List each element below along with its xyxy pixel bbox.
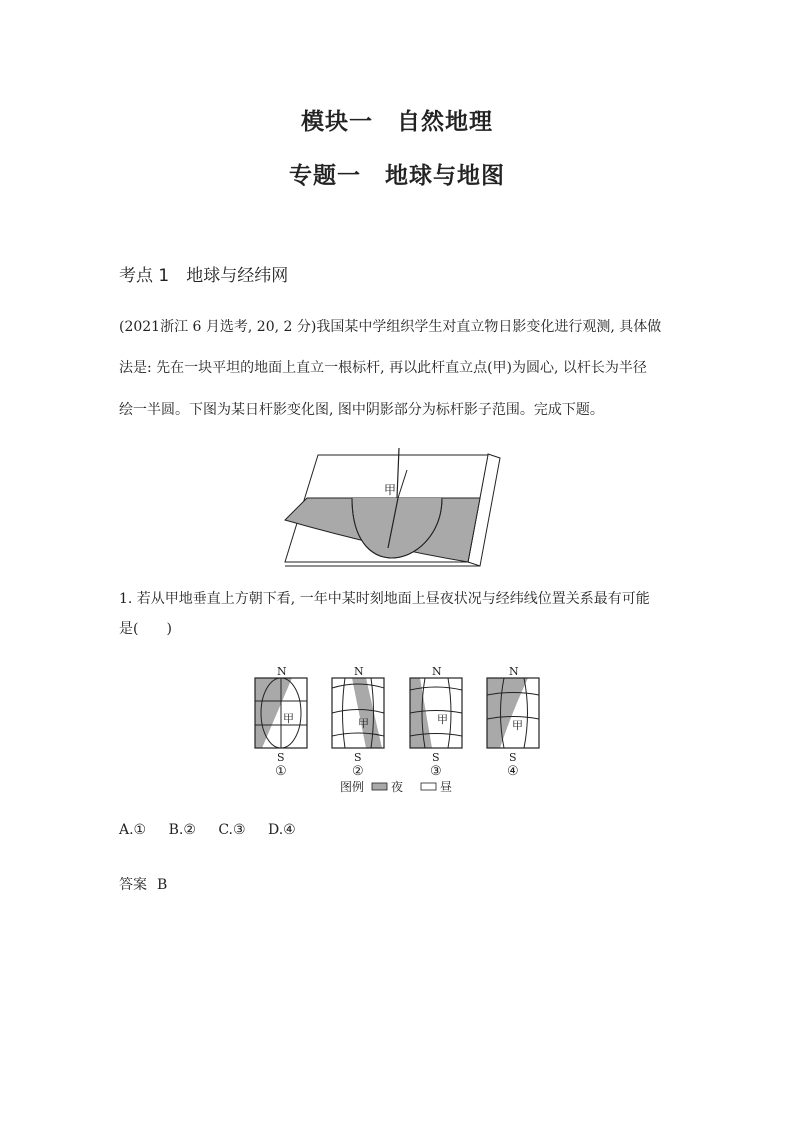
panel-1-south: S xyxy=(277,751,285,764)
panel-2-jia: 甲 xyxy=(358,717,369,730)
choice-c[interactable]: C.③ xyxy=(218,822,246,838)
legend-night-label: 夜 xyxy=(391,780,404,794)
panel-4 xyxy=(487,665,539,779)
choice-b[interactable]: B.② xyxy=(168,822,196,838)
answer-label: 答案 xyxy=(119,877,147,893)
choice-a[interactable]: A.① xyxy=(119,822,147,838)
intro-line-3: 绘一半圆。下图为某日杆影变化图, 图中阴影部分为标杆影子范围。完成下题。 xyxy=(119,402,604,418)
panel-4-south: S xyxy=(509,751,517,764)
panel-4-jia: 甲 xyxy=(512,719,523,732)
panel-1-number: ① xyxy=(275,764,287,779)
panel-2 xyxy=(332,665,384,779)
question-line-1: 1. 若从甲地垂直上方朝下看, 一年中某时刻地面上昼夜状况与经纬线位置关系最有可能 xyxy=(119,591,650,607)
panel-3 xyxy=(410,665,462,779)
panel-2-north: N xyxy=(354,665,364,678)
legend-day-swatch xyxy=(421,783,436,790)
answer-value: B xyxy=(157,877,168,893)
legend-title: 图例 xyxy=(340,780,365,794)
point-jia-label: 甲 xyxy=(384,483,397,497)
panel-4-north: N xyxy=(509,665,519,678)
panel-4-number: ④ xyxy=(507,764,519,779)
panel-1-jia: 甲 xyxy=(283,712,294,725)
choice-d[interactable]: D.④ xyxy=(268,822,296,838)
topic-title: 专题一 地球与地图 xyxy=(289,163,505,189)
panel-3-number: ③ xyxy=(430,764,442,779)
panel-3-north: N xyxy=(432,665,442,678)
legend xyxy=(340,779,452,794)
panel-3-south: S xyxy=(432,751,440,764)
section-title: 考点 1 地球与经纬网 xyxy=(119,266,289,286)
legend-night-swatch xyxy=(372,783,387,790)
answer-line xyxy=(119,874,167,894)
intro-line-2: 法是: 先在一块平坦的地面上直立一根标杆, 再以此杆直立点(甲)为圆心, 以杆长为半径 xyxy=(119,360,647,376)
panel-1-north: N xyxy=(277,665,287,678)
panel-1 xyxy=(255,665,307,779)
question-line-2: 是( ) xyxy=(119,621,172,637)
module-title: 模块一 自然地理 xyxy=(301,109,493,135)
panel-2-number: ② xyxy=(352,764,364,779)
legend-day-label: 昼 xyxy=(440,780,453,794)
answer-choices xyxy=(119,822,314,838)
panel-3-jia: 甲 xyxy=(437,713,448,726)
intro-line-1: (2021浙江 6 月选考, 20, 2 分)我国某中学组织学生对直立物日影变化进行观测, 具体做 xyxy=(119,319,662,335)
panel-2-south: S xyxy=(354,751,362,764)
